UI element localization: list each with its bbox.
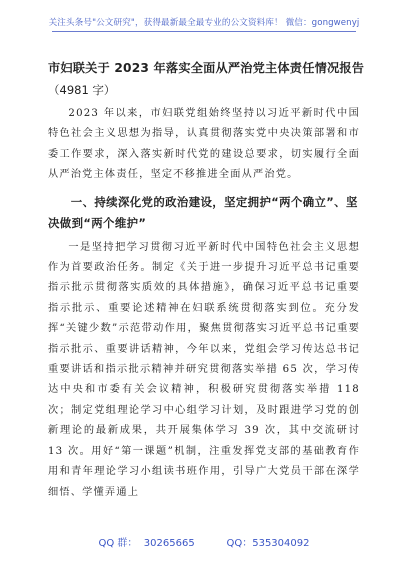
page-header — [0, 0, 408, 40]
header-banner: 关注头条号"公文研究"，获得最新最全最专业的公文资料库！ 微信：gongwenyj — [48, 18, 360, 28]
footer-contact: QQ 群： 30265665 QQ：535304092 — [98, 538, 310, 549]
section-heading: 一、持续深化党的政治建设，坚定拥护“两个确立”、坚决做到“两个维护” — [48, 194, 358, 230]
intro-paragraph: 2023 年以来，市妇联党组始终坚持以习近平新时代中国特色社会主义思想为指导，认真贯彻落实党中央决策部署和市委工作要求，深入落实新时代党的建设总要求，切实履行全面从严治党主体责任，坚定不移推进全面从严治党。 — [48, 108, 360, 181]
header-divider — [52, 31, 356, 32]
page-footer — [0, 530, 408, 580]
word-count: （4981 字） — [48, 83, 116, 97]
section-paragraph: 一是坚持把学习贯彻习近平新时代中国特色社会主义思想作为首要政治任务。制定《关于进一步提升习近平总书记重要指示批示贯彻落实质效的具体措施》，确保习近平总书记重要指示批示、重要论述精神在妇联系统贯彻落实到位。充分发挥“关键少数”示范带动作用，聚焦贯彻落实习近平总书记重要指示批示、重要讲话精神，今年以来，党组会学习传达总书记重要讲话和指示批示精神并研究贯彻落实举措 65 次，学习传达中央和市委有关会议精神，积极研究贯彻落实举措 118 次；制定党组理论学习中心组学习计划，及时跟进学习党的创新理论的最新成果，共开展集体学习 39 次，其中交流研讨 13 次。用好“第一课题”机制，注重发挥党支部的基础教育作用和青年理论学习小组读书班作用，引导广大党员干部在深学细悟、学懂弄通上 — [48, 241, 360, 498]
document-body — [48, 44, 365, 503]
document-title: 市妇联关于 2023 年落实全面从严治党主体责任情况报告 — [48, 61, 365, 75]
